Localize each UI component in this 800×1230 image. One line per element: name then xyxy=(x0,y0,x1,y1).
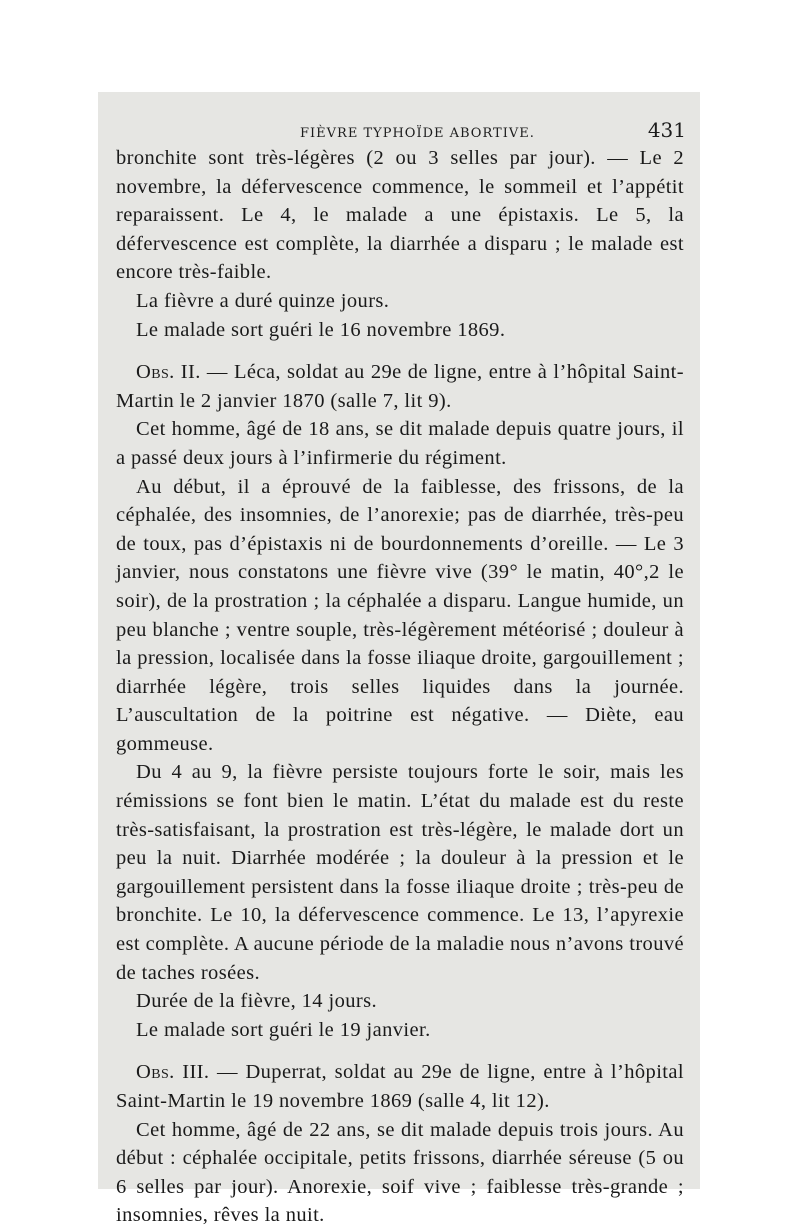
paragraph-obs-2-patient: Cet homme, âgé de 18 ans, se dit malade depuis quatre jours, il a passé deux jours à l’infirmerie du régiment. xyxy=(116,418,684,469)
paragraph-discharge: Le malade sort guéri le 16 novembre 1869. xyxy=(136,318,506,341)
running-title: FIÈVRE TYPHOÏDE ABORTIVE. xyxy=(300,126,535,141)
body-text xyxy=(116,144,684,1230)
paragraph-obs-2-heading: Obs. II. — Léca, soldat au 29e de ligne, entre à l’hôpital Saint-Martin le 2 janvier 1870 (salle 7, lit 9). xyxy=(116,361,684,412)
running-head xyxy=(216,118,686,142)
page-number: 431 xyxy=(647,118,686,142)
paragraph-obs-2-course: Du 4 au 9, la fièvre persiste toujours forte le soir, mais les rémissions se font bien le matin. L’état du malade est du reste très-satisfaisant, la prostration est très-légère, le malade dort un peu la nuit. Diarrhée modérée ; la douleur à la pression et le gargouillement persistent dans la fosse iliaque droite ; très-peu de bronchite. Le 10, la défervescence commence. Le 13, l’apyrexie est complète. A aucune période de la maladie nous n’avons trouvé de taches rosées. xyxy=(116,761,684,984)
obs-label: Obs. III. xyxy=(136,1061,210,1084)
paragraph-obs-3-patient: Cet homme, âgé de 22 ans, se dit malade depuis trois jours. Au début : céphalée occipitale, petits frissons, diarrhée séreuse (5 ou 6 selles par jour). Anorexie, soif vive ; faiblesse très-grande ; insomnies, rêves la nuit. xyxy=(116,1118,684,1227)
paragraph-obs-2-discharge: Le malade sort guéri le 19 janvier. xyxy=(136,1018,431,1041)
obs-label: Obs. II. xyxy=(136,361,201,384)
paragraph-continuation: bronchite sont très-légères (2 ou 3 selles par jour). — Le 2 novembre, la défervescence commence, le sommeil et l’appétit reparaissent. Le 4, le malade a une épistaxis. Le 5, la défervescence est complète, la diarrhée a disparu ; le malade est encore très-faible. xyxy=(116,147,684,284)
paragraph-obs-2-duration: Durée de la fièvre, 14 jours. xyxy=(136,990,377,1013)
paragraph-obs-2-onset: Au début, il a éprouvé de la faiblesse, des frissons, de la céphalée, des insomnies, de l’anorexie; pas de diarrhée, très-peu de toux, pas d’épistaxis ni de bourdonnements d’oreille. — Le 3 janvier, nous constatons une fièvre vive (39° le matin, 40°,2 le soir), de la prostration ; la céphalée a disparu. Langue humide, un peu blanche ; ventre souple, très-légèrement météorisé ; douleur à la pression, localisée dans la fosse iliaque droite, gargouillement ; diarrhée légère, trois selles liquides dans la journée. L’auscultation de la poitrine est négative. — Diète, eau gommeuse. xyxy=(116,475,684,755)
paragraph-obs-3-heading: Obs. III. — Duperrat, soldat au 29e de ligne, entre à l’hôpital Saint-Martin le 19 novembre 1869 (salle 4, lit 12). xyxy=(116,1061,684,1112)
paragraph-fever-duration: La fièvre a duré quinze jours. xyxy=(136,289,390,312)
book-page xyxy=(98,92,700,1227)
